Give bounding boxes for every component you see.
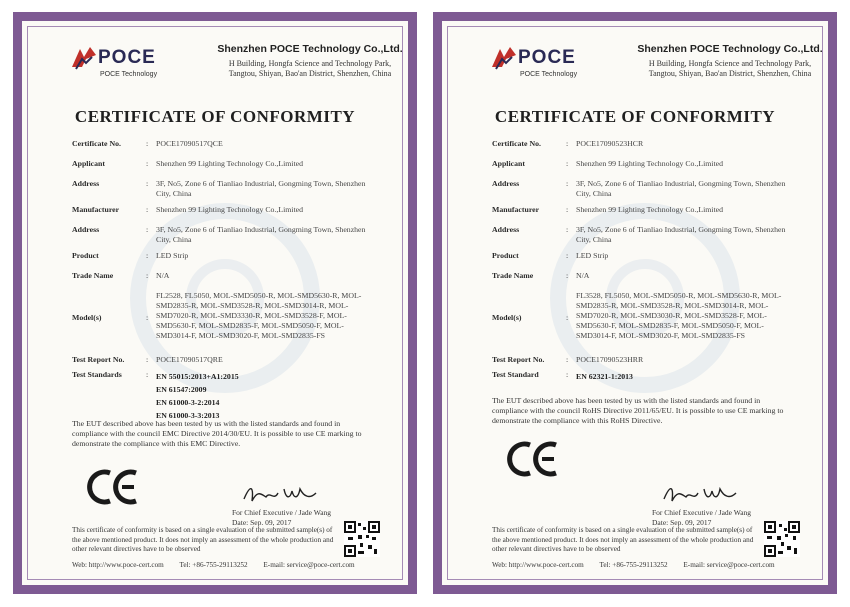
- brand-subtitle: POCE Technology: [520, 71, 578, 78]
- footnote: This certificate of conformity is based on a single evaluation of the submitted sample(s) of the above mentioned product. It does not imply an assessment of the whole production and other relevant directives have to be observed: [72, 526, 334, 553]
- brand-name: POCE: [98, 47, 156, 68]
- certificate-title: CERTIFICATE OF CONFORMITY: [494, 107, 776, 126]
- issuer-address-2: Tangtou, Shiyan, Bao'an District, Shenzhen, China: [228, 69, 392, 78]
- standard-item: EN 61547:2009: [156, 385, 207, 394]
- standard-item: EN 55015:2013+A1:2015: [156, 372, 239, 381]
- issuer-address-1: H Building, Hongfa Science and Technology Park,: [228, 59, 392, 68]
- brand-name: POCE: [518, 47, 576, 68]
- issuer-block: [210, 43, 410, 79]
- poce-logo: [70, 41, 158, 89]
- phone: Tel: +86-755-29113252: [599, 561, 668, 569]
- standard-item: EN 61000-3-2:2014: [156, 398, 220, 407]
- signer-block: [232, 508, 331, 528]
- poce-wing-icon: [490, 45, 518, 71]
- contact-line: [492, 561, 812, 569]
- poce-wing-icon: [70, 45, 98, 71]
- issue-date: Date: Sep. 09, 2017: [232, 518, 292, 527]
- contact-line: [72, 561, 392, 569]
- compliance-statement: The EUT described above has been tested by us with the listed standards and found in compliance with the council EMC Directive 2014/30/EU. It is possible to use CE marking to demonstrate the compliance with this EMC Directive.: [72, 419, 362, 448]
- issuer-block: [630, 43, 830, 79]
- email: E-mail: service@poce-cert.com: [263, 561, 355, 569]
- web-link: Web: http://www.poce-cert.com: [492, 561, 584, 569]
- signer-block: [652, 508, 751, 528]
- signature-image: [660, 481, 740, 507]
- qr-code-icon: [344, 521, 380, 557]
- issuer-name: Shenzhen POCE Technology Co.,Ltd.: [637, 43, 823, 55]
- web-link: Web: http://www.poce-cert.com: [72, 561, 164, 569]
- brand-subtitle: POCE Technology: [100, 71, 158, 78]
- signature-image: [240, 481, 320, 507]
- phone: Tel: +86-755-29113252: [179, 561, 248, 569]
- poce-logo: [490, 41, 578, 89]
- issuer-address-2: Tangtou, Shiyan, Bao'an District, Shenzhen, China: [648, 69, 812, 78]
- issuer-name: Shenzhen POCE Technology Co.,Ltd.: [217, 43, 403, 55]
- serial-number: NO0173245: [760, 587, 830, 594]
- ce-mark-icon: [84, 467, 144, 507]
- issuer-address-1: H Building, Hongfa Science and Technology Park,: [648, 59, 812, 68]
- certificate-title: CERTIFICATE OF CONFORMITY: [74, 107, 356, 126]
- serial-number: NO0173244: [340, 587, 410, 594]
- footnote: This certificate of conformity is based on a single evaluation of the submitted sample(s) of the above mentioned product. It does not imply an assessment of the whole production and other relevant directives have to be observed: [492, 526, 754, 553]
- qr-code-icon: [764, 521, 800, 557]
- signer-title: For Chief Executive / Jade Wang: [652, 508, 752, 517]
- standard-item: EN 61000-3-3:2013: [156, 411, 220, 420]
- email: E-mail: service@poce-cert.com: [683, 561, 775, 569]
- issue-date: Date: Sep. 09, 2017: [652, 518, 712, 527]
- signer-title: For Chief Executive / Jade Wang: [232, 508, 332, 517]
- compliance-statement: The EUT described above has been tested by us with the listed standards and found in compliance with the council RoHS Directive 2011/65/EU. It is possible to use CE marking to demonstrate the compliance with this RoHS Directive.: [492, 396, 784, 425]
- standard-item: EN 62321-1:2013: [576, 372, 633, 381]
- certificate-emc: POCE POCE Technology Shenzhen POCE Technology Co.,Ltd. H Building, Hongfa Science and Technology Park, Tangtou, Shiyan, Bao'an District, Shenzhen, China CERTIFICATE OF CONFORMITY Certificate No. : POCE17090517QCE Applicant : Shenzhen 99 Lighting Technology Co.,Limited Address : 3F, No5, Zone 6 of Tianliao Industrial, Gongming Town, Shenzhen City, China Manufacturer : Shenzhen 99 Lighting Technology Co.,Limited Address : 3F, No5, Zone 6 of Tianliao Industrial, Gongming Town, Shenzhen City, China Product : LED Strip Trade Name : N/A Model(s) : FL2528, FL5050, MOL-SMD5050-R, MOL-SMD5630-R, MOL-SMD2835-R, MOL-SMD3528-R, MOL-SMD3014-R, MOL-SMD7020-R, MOL-SMD3330-R, MOL-SMD3528-F, MOL-SMD5630-F, MOL-SMD2835-F, MOL-SMD5050-F, MOL-SMD3014-F, MOL-SMD3020-F, MOL-SMD2835-FS Test Report No. : POCE17090517QRE Test Standards : EN 55015:2013+A1:2015 EN 61547:2009 EN 61000-3-2:2014 EN 61000-3-3:2013 The EUT described above has been tested by us with the listed standards and found in compliance with the council EMC Directive 2014/30/EU. It is possible to use CE marking to demonstrate the compliance with this EMC Directive. For Chief Executive / Jade Wang Date: Sep. 09, 2017 This certificate of conformity is based on a single evaluation of the submitted sample(s) of the above mentioned product. It does not imply an assessment of the whole production and other relevant directives have to be observed Web: http://www.poce-cert.com Tel: +86-755-29113252 E-mail: service@poce-cert.com NO0173244: [13, 12, 417, 594]
- certificate-rohs: POCE POCE Technology Shenzhen POCE Technology Co.,Ltd. H Building, Hongfa Science and Technology Park, Tangtou, Shiyan, Bao'an District, Shenzhen, China CERTIFICATE OF CONFORMITY Certificate No. : POCE17090523HCR Applicant : Shenzhen 99 Lighting Technology Co.,Limited Address : 3F, No5, Zone 6 of Tianliao Industrial, Gongming Town, Shenzhen City, China Manufacturer : Shenzhen 99 Lighting Technology Co.,Limited Address : 3F, No5, Zone 6 of Tianliao Industrial, Gongming Town, Shenzhen City, China Product : LED Strip Trade Name : N/A Model(s) : FL3528, FL5050, MOL-SMD5050-R, MOL-SMD5630-R, MOL-SMD2835-R, MOL-SMD3528-R, MOL-SMD3014-R, MOL-SMD7020-R, MOL-SMD3030-R, MOL-SMD3528-F, MOL-SMD5630-F, MOL-SMD2835-F, MOL-SMD5050-F, MOL-SMD3014-F, MOL-SMD3020-F, MOL-SMD2835-FS Test Report No. : POCE17090523HRR Test Standard : EN 62321-1:2013 The EUT described above has been tested by us with the listed standards and found in compliance with the council RoHS Directive 2011/65/EU. It is possible to use CE marking to demonstrate the compliance with this RoHS Directive. For Chief Executive / Jade Wang Date: Sep. 09, 2017 This certificate of conformity is based on a single evaluation of the submitted sample(s) of the above mentioned product. It does not imply an assessment of the whole production and other relevant directives have to be observed Web: http://www.poce-cert.com Tel: +86-755-29113252 E-mail: service@poce-cert.com NO0173245: [433, 12, 837, 594]
- ce-mark-icon: [504, 439, 564, 479]
